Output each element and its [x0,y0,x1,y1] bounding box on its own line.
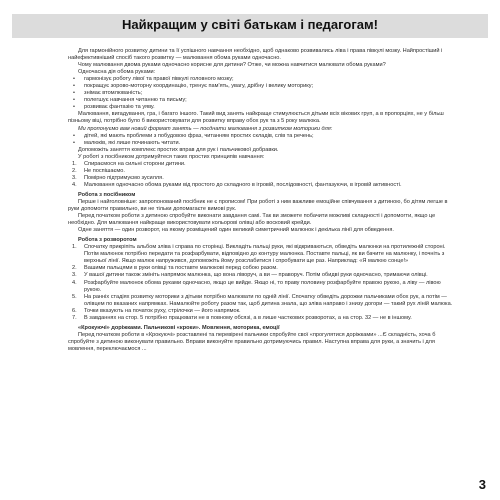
paragraph: Перед початком роботи з дитиною спробуйте виконати завдання самі. Так ви зможете побачити можливі складності і допомогти, якщо це необхідно. Для малювання найкраще використовувати кольорові олівці або восковий крейди. [68,213,436,227]
list-item: 3. У вашої дитини також змініть напрямок малюнка, що вона ліворуч, а ви — праворуч. Потім обидві руки одночасно, тримаючи олівці. [72,272,428,279]
list-item: 5. На ранніх стадіях розвитку моторики з дітьми потрібно малювати по одній лінії. Спочатку обведіть дорожки пальчиками обох рук, а потім — олівцем по вказаних напрямках. Намалюйте роботу разом так, щоб дитина знала, що зліва направо і знизу догори — такий рух ліній малюка. [72,293,453,307]
section-heading: Робота з розворотом [78,237,137,244]
page-title: Найкращим у світі батькам і педагогам! [122,17,378,32]
list-item: 2. Не поспішаємо. [72,167,125,174]
paragraph: Перше і найголовніше: запропонований посібник не є прописом! При роботі з ним важливе емоційне співчування з дитиною, бо дітям легше в руки допомогти правильно, ви не тільки допомагаєте вимові рук. [68,198,448,213]
audience-list [68,133,456,147]
list-item: • розвиває фантазію та уяву. [68,104,456,111]
intro-question: Чому малювання двома руками одночасно корисне для дитини? Отже, чи можна навчитися малювати обома руками? [78,62,386,69]
page-number: 3 [478,477,486,492]
benefits-list [68,76,456,111]
list-item: 6. Точки вказують на початок руху, стрілочки — його напрямок. [72,307,241,314]
list-item: 3. Помірно підтримуємо зусилля. [72,174,164,181]
list-item: • дітей, які мають проблеми з побудовою фраз, читанням простих складів, слів та речень; [68,133,456,140]
intro-lead: Одночасна дія обома руками: [78,69,156,76]
paragraph: Ми пропонуємо вам новий формат занять — поєднати малювання з розвитком моторики для: [78,125,333,132]
steps-list [68,244,456,322]
list-item: 2. Вашими пальцями в руки олівці та поставте малюкові перед собою разом. [72,265,278,272]
document-body [68,48,456,353]
list-item: 1. Спираємося на сильні сторони дитини. [72,160,186,167]
list-item: 7. В завданнях на стор. 5 потрібно працювати не в повному обсязі, а в лише часткових розворотах, а на стор. 32 — не в іншому. [72,314,412,321]
principles-list [68,161,456,189]
section-heading: «Крокуючі» доріжками. Пальчикові «кроки». Мовлення, моторика, емоції [78,324,280,331]
paragraph: У роботі з посібником дотримуйтеся таких простих принципів навчання: [78,153,265,160]
list-item: • гармонізує роботу лівої та правої півкулі головного мозку; [68,76,456,83]
list-item: 4. Розфарбуйте малюнок обома руками одночасно, якщо це вийде. Якщо ні, то праву половину розфарбуйте правою рукою, а ліву — лівою рукою. [72,279,441,293]
section-heading: Робота з посібником [78,191,136,198]
list-item: • знімає втомлюваність; [68,90,456,97]
paragraph: Перед початком роботи в «Крокуючі» розставлені та перевірені пальчики спробуйте свої «прогулятися доріжками» ...Є складність, хоча б спробуйте з дитиною виконувати правильно. Вправи виконуйте правильно дотримуючись правил. Наступна вправа для руки, а значить і для мовлення, переключаємося ... [68,331,436,352]
list-item: 4. Малювання одночасно обома руками від простого до складного в ігровій, послідовності, фантазуючи, в ігровій активності. [72,181,402,188]
paragraph: Малювання, вигадування, гра, і багато іншого. Такий вид занять найкраще стимулюється дітьми всіх вікових груп, а в пропорціях, не у більш пізньому віці, потрібно було б використовувати для розвитку вправу обох рук та з 5 року малюка. [68,111,444,125]
paragraph: Допоможіть заняття комплекс простих вправ для рук і пальчикової добравки. [78,146,279,153]
paragraph: Одне заняття — один розворот, на якому розміщений один великий симетричний малюнок і декілька лінії для обведення. [78,227,394,234]
list-item: 1. Спочатку прикріпіть альбом зліва і справа по сторінці. Викладіть пальці руки, які відкриваються, обведіть малюнки на протилежній стороні. Потім малюнок потрібно передати та розфарбувати, відповідно до контуру малюнка. Поставте пальці, як ви бачите на малюнку, і почніть з верхньої лінії. Якщо малюк напружився, допоможіть йому розслабитися і спробувати ще раз. Наприклад: «Я малюю сонце!» [72,244,446,265]
list-item: • полегшує навчання читанню та письму; [68,97,456,104]
intro-paragraph: Для гармонійного розвитку дитини та її успішного навчання необхідно, щоб однаково розвивались ліва і права півкулі мозку. Найпростіший і найефективніший спосіб такого розвитку — малювання обома руками одночасно. [68,48,443,62]
list-item: • покращує зорово-моторну координацію, тренує пам'ять, увагу, дрібну і велику моторику; [68,83,456,90]
list-item: • малюків, які лише починають читати. [68,140,456,147]
